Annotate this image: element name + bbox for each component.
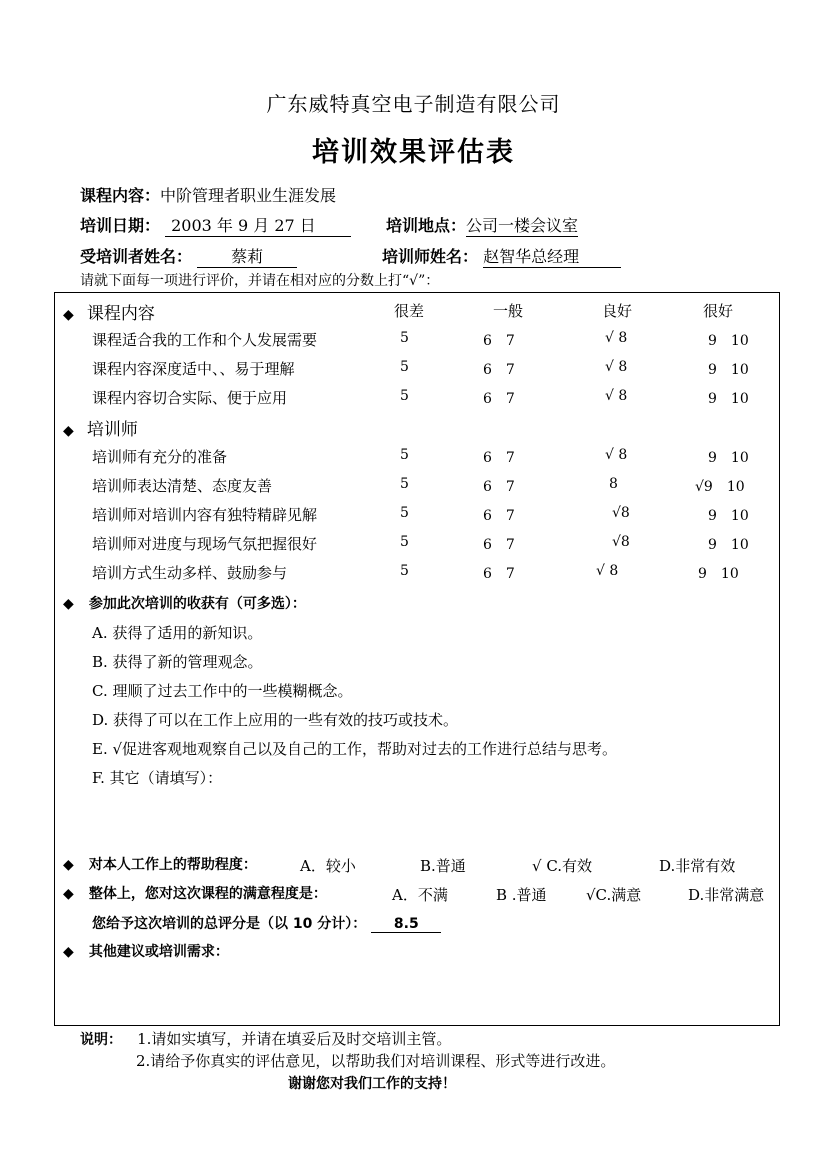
- suggestions-title: 其他建议或培训需求：: [88, 944, 229, 960]
- diamond-icon: ◆: [63, 423, 74, 439]
- course-row: [80, 183, 336, 206]
- suggestions-section: [63, 941, 229, 961]
- diamond-icon: ◆: [63, 596, 74, 612]
- trainer-row-4-c8: √8: [612, 534, 630, 550]
- trainer-row-5-label: 培训方式生动多样、鼓励参与: [92, 564, 288, 582]
- course-row-2-c8: √ 8: [605, 359, 628, 375]
- course-row-3-c67: 6 7: [483, 391, 515, 407]
- trainer-section-header: [63, 415, 138, 440]
- scale-great: 很好: [703, 302, 734, 320]
- trainer-label: 培训师姓名：: [382, 247, 479, 266]
- course-value: 中阶管理者职业生涯发展: [160, 186, 337, 205]
- gain-option-d: D. 获得了可以在工作上应用的一些有效的技巧或技术。: [92, 711, 459, 729]
- trainer-row-4-label: 培训师对进度与现场气氛把握很好: [92, 535, 318, 553]
- place-label: 培训地点：: [386, 216, 467, 235]
- help-option-c: √ C.有效: [532, 857, 593, 875]
- diamond-icon: ◆: [63, 307, 74, 323]
- course-row-1-c5: 5: [400, 330, 409, 346]
- course-section-title: 课程内容: [86, 304, 155, 324]
- course-row-3-c910: 9 10: [708, 391, 749, 407]
- trainer-row-1-label: 培训师有充分的准备: [92, 448, 228, 466]
- diamond-icon: ◆: [63, 944, 74, 960]
- trainer-row-5-c5: 5: [400, 563, 409, 579]
- instruction: 请就下面每一项进行评价，并请在相对应的分数上打“√”：: [80, 273, 440, 289]
- score-value: 8.5: [371, 916, 441, 933]
- course-row-3-label: 课程内容切合实际、便于应用: [92, 389, 288, 407]
- gain-option-e: E. √促进客观地观察自己以及自己的工作，帮助对过去的工作进行总结与思考。: [92, 740, 618, 758]
- course-row-1-c910: 9 10: [708, 333, 749, 349]
- trainer-row: [382, 244, 621, 268]
- trainer-row-1-c5: 5: [400, 447, 409, 463]
- trainer-row-5-c910: 9 10: [698, 566, 739, 582]
- diamond-icon: ◆: [63, 857, 74, 873]
- satisfaction-title: 整体上，您对这次课程的满意程度是：: [88, 886, 327, 902]
- gain-option-a: A. 获得了适用的新知识。: [92, 624, 263, 642]
- place-value: 公司一楼会议室: [466, 213, 578, 237]
- form-title: 培训效果评估表: [312, 137, 515, 168]
- trainer-row-2-c910: √9 10: [695, 479, 745, 495]
- trainer-row-3-c910: 9 10: [708, 508, 749, 524]
- help-option-b: B.普通: [420, 857, 466, 875]
- trainer-row-3-label: 培训师对培训内容有独特精辟见解: [92, 506, 318, 524]
- trainer-row-3-c5: 5: [400, 505, 409, 521]
- gain-option-b: B. 获得了新的管理观念。: [92, 653, 263, 671]
- satisfaction-section: [63, 883, 327, 903]
- trainer-row-4-c910: 9 10: [708, 537, 749, 553]
- gains-section-title: 参加此次培训的收获有（可多选）：: [88, 596, 306, 612]
- course-label: 课程内容：: [80, 186, 161, 205]
- trainee-row: [80, 244, 297, 268]
- date-value: 2003 年 9 月 27 日: [165, 213, 351, 237]
- trainer-row-5-c67: 6 7: [483, 566, 515, 582]
- trainer-value: 赵智华总经理: [483, 244, 621, 268]
- company-name: 广东威特真空电子制造有限公司: [266, 92, 561, 116]
- satisfaction-option-b: B .普通: [496, 886, 547, 904]
- gains-section-header: [63, 593, 306, 613]
- course-row-1-c67: 6 7: [483, 333, 515, 349]
- scale-bad: 很差: [394, 302, 425, 320]
- notes-line-1: [80, 1028, 451, 1049]
- trainer-row-2-label: 培训师表达清楚、态度友善: [92, 477, 273, 495]
- trainer-row-2-c67: 6 7: [483, 479, 515, 495]
- diamond-icon: ◆: [63, 886, 74, 902]
- help-option-d: D.非常有效: [659, 857, 736, 875]
- trainee-value: 蔡莉: [197, 244, 297, 268]
- course-row-1-label: 课程适合我的工作和个人发展需要: [92, 331, 318, 349]
- place-row: [386, 213, 578, 237]
- course-row-2-c910: 9 10: [708, 362, 749, 378]
- course-row-1-c8: √ 8: [605, 330, 628, 346]
- trainer-section-title: 培训师: [86, 420, 138, 440]
- gain-option-f: F. 其它（请填写）：: [92, 769, 223, 787]
- trainer-row-2-c5: 5: [400, 476, 409, 492]
- trainer-row-3-c67: 6 7: [483, 508, 515, 524]
- score-row: [92, 913, 441, 933]
- satisfaction-option-d: D.非常满意: [688, 886, 765, 904]
- trainee-label: 受培训者姓名：: [80, 247, 193, 266]
- scale-good: 良好: [602, 302, 633, 320]
- course-section-header: [63, 299, 155, 324]
- course-row-2-c67: 6 7: [483, 362, 515, 378]
- trainer-row-4-c5: 5: [400, 534, 409, 550]
- help-option-a: A．较小: [300, 857, 356, 875]
- scale-avg: 一般: [493, 302, 524, 320]
- trainer-row-2-c8: 8: [609, 476, 618, 492]
- satisfaction-option-c: √C.满意: [586, 886, 642, 904]
- thanks-text: 谢谢您对我们工作的支持！: [288, 1076, 456, 1092]
- notes-label: 说明：: [80, 1032, 122, 1048]
- satisfaction-option-a: A．不满: [392, 886, 448, 904]
- date-label: 培训日期：: [80, 216, 161, 235]
- gain-option-c: C. 理顺了过去工作中的一些模糊概念。: [92, 682, 353, 700]
- course-row-3-c8: √ 8: [605, 388, 628, 404]
- trainer-row-5-c8: √ 8: [596, 563, 619, 579]
- trainer-row-4-c67: 6 7: [483, 537, 515, 553]
- course-row-3-c5: 5: [400, 388, 409, 404]
- trainer-row-1-c8: √ 8: [605, 447, 628, 463]
- trainer-row-1-c67: 6 7: [483, 450, 515, 466]
- note-1: 1.请如实填写，并请在填妥后及时交培训主管。: [137, 1030, 452, 1048]
- trainer-row-1-c910: 9 10: [708, 450, 749, 466]
- score-label: 您给予这次培训的总评分是（以 10 分计）：: [92, 916, 367, 932]
- trainer-row-3-c8: √8: [612, 505, 630, 521]
- help-section: [63, 854, 257, 874]
- date-row: [80, 213, 351, 237]
- course-row-2-label: 课程内容深度适中、、易于理解: [92, 360, 295, 378]
- help-title: 对本人工作上的帮助程度：: [88, 857, 257, 873]
- course-row-2-c5: 5: [400, 359, 409, 375]
- note-2: 2.请给予你真实的评估意见，以帮助我们对培训课程、形式等进行改进。: [136, 1052, 616, 1070]
